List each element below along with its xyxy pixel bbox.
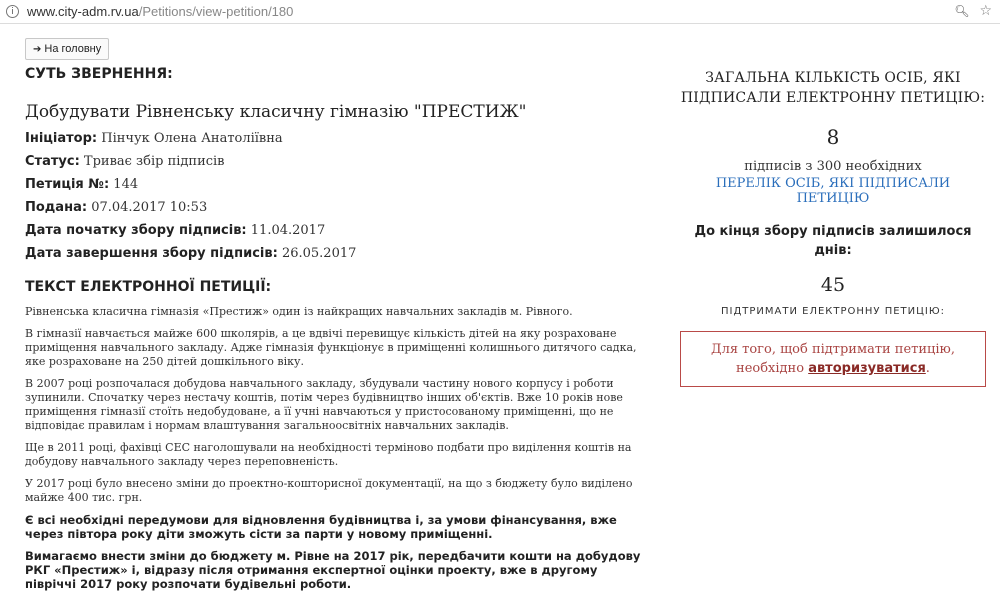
url-host: www.city-adm.rv.ua: [27, 4, 139, 19]
petition-text-title: ТЕКСТ ЕЛЕКТРОННОЇ ПЕТИЦІЇ:: [25, 279, 272, 295]
initiator-value: Пінчук Олена Анатоліївна: [101, 131, 283, 146]
total-signers-title: ЗАГАЛЬНА КІЛЬКІСТЬ ОСІБ, ЯКІ ПІДПИСАЛИ ЕЛЕКТРОННУ ПЕТИЦІЮ:: [680, 70, 986, 106]
days-remaining-count: 45: [820, 274, 846, 296]
start-date-label: Дата початку збору підписів:: [25, 223, 247, 238]
initiator-label: Ініціатор:: [25, 131, 98, 146]
auth-alert: [680, 331, 986, 387]
paragraph: Рівненська класична гімназія «Престиж» один із найкращих навчальних закладів м. Рівного.: [25, 305, 573, 318]
status-label: Статус:: [25, 154, 80, 169]
home-button[interactable]: [25, 38, 109, 60]
end-date-label: Дата завершення збору підписів:: [25, 246, 278, 261]
number-value: 144: [113, 177, 139, 192]
authorize-link[interactable]: авторизуватися: [808, 361, 926, 376]
url-path: /Petitions/view-petition/180: [138, 4, 294, 19]
signatures-needed: підписів з 300 необхідних: [744, 159, 922, 174]
paragraph: У 2017 році було внесено зміни до проектно-кошторисної документації, на що з бюджету було виділено майже 400 тис. грн.: [25, 477, 633, 504]
paragraph: В 2007 році розпочалася добудова навчального закладу, збудували частину нового корпусу і роботи зупинили. Спочатку через нестачу коштів, потім через будівництво інших об'єктів. Вже 10 років нове приміщення гімназії стоїть недобудоване, а її учні навчаються у пристосованому приміщенні, що не відповідає правилам і нормам влаштування загальноосвітніх навчальних закладів.: [25, 377, 623, 432]
zoom-icon[interactable]: 🔍︎: [954, 4, 970, 18]
home-button-label: На головну: [44, 43, 102, 55]
submitted-value: 07.04.2017 10:53: [91, 200, 208, 215]
paragraph: В гімназії навчається майже 600 школярів, а це вдвічі перевищує кількість дітей на яку розраховане приміщення навчального закладу. Адже гімназія функціонує в приміщенні колишнього дитячого садка, яке розраховане на 250 дітей дошкільного віку.: [25, 327, 637, 368]
petition-text: [25, 305, 650, 591]
submitted-row: [25, 196, 650, 219]
browser-address-bar: [0, 0, 1000, 24]
status-value: Триває збір підписів: [83, 154, 225, 169]
section-title: СУТЬ ЗВЕРНЕННЯ:: [25, 66, 173, 82]
end-date-row: [25, 242, 650, 265]
submitted-label: Подана:: [25, 200, 88, 215]
signature-panel: [678, 68, 988, 387]
info-icon[interactable]: i: [6, 5, 19, 18]
paragraph: Вимагаємо внести зміни до бюджету м. Рівне на 2017 рік, передбачити кошти на добудову РКГ «Престиж» і, відразу після отримання експертної оцінки проекту, вже в другому півріччі 2017 року розпочати будівельні роботи.: [25, 549, 641, 591]
paragraph: Ще в 2011 році, фахівці СЕС наголошували на необхідності терміново подбати про виділення коштів на добудову навчального закладу через переповненість.: [25, 441, 632, 468]
petition-details: [25, 66, 650, 599]
home-arrow-icon: ➔: [33, 43, 42, 55]
alert-text: Для того, щоб підтримати петицію, необхідно: [711, 342, 955, 376]
url-field[interactable]: [27, 4, 293, 19]
signers-list-link[interactable]: ПЕРЕЛІК ОСІБ, ЯКІ ПІДПИСАЛИ ПЕТИЦІЮ: [715, 176, 951, 206]
petition-subject: Добудувати Рівненську класичну гімназію "ПРЕСТИЖ": [25, 102, 527, 122]
paragraph: Є всі необхідні передумови для відновлення будівництва і, за умови фінансування, вже через півтора року діти зможуть сісти за парти у новому приміщенні.: [25, 513, 617, 541]
number-label: Петиція №:: [25, 177, 110, 192]
status-row: [25, 150, 650, 173]
initiator-row: [25, 127, 650, 150]
end-date-value: 26.05.2017: [281, 246, 357, 261]
bookmark-star-icon[interactable]: ☆: [979, 3, 992, 19]
number-row: [25, 173, 650, 196]
support-title: ПІДТРИМАТИ ЕЛЕКТРОННУ ПЕТИЦІЮ:: [720, 306, 946, 317]
start-date-row: [25, 219, 650, 242]
alert-end: .: [925, 361, 930, 376]
days-remaining-title: До кінця збору підписів залишилося днів:: [694, 224, 972, 258]
petition-meta: [25, 127, 650, 265]
signature-count: 8: [826, 125, 840, 149]
start-date-value: 11.04.2017: [250, 223, 326, 238]
